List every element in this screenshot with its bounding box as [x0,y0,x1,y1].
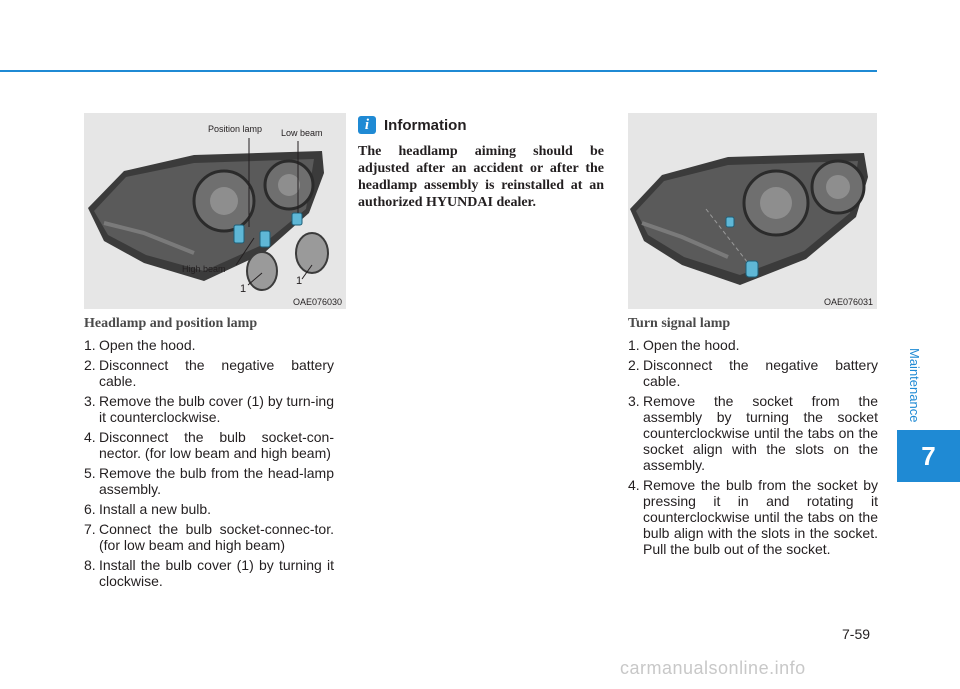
step-item: 2. Disconnect the negative battery cable. [628,357,878,389]
figure-code: OAE076030 [292,297,342,307]
figure-code: OAE076031 [823,297,873,307]
headlamp-steps [84,337,334,593]
label-high-beam: High beam [182,264,226,274]
step-item: 3. Remove the socket from the assembly by turning the socket counterclockwise until the tabs on the socket align with the slots on the assembly. [628,393,878,473]
page-number: 7-59 [842,626,871,642]
headlamp-illustration [84,113,346,309]
chapter-label: Maintenance [907,347,922,423]
step-item: 1. Open the hood. [628,337,740,353]
information-text: The headlamp aiming should be adjusted after an accident or after the headlamp assembly is reinstalled at an authorized HYUNDAI dealer. [358,144,604,210]
information-title: Information [384,116,467,134]
headlamp-figure [84,113,346,309]
callout-1a: 1 [240,283,247,295]
step-item: 5. Remove the bulb from the head-lamp assembly. [84,465,334,497]
turn-signal-section-title: Turn signal lamp [628,316,731,331]
step-item: 2. Disconnect the negative battery cable. [84,357,334,389]
step-item: 3. Remove the bulb cover (1) by turn-ing it counterclockwise. [84,393,334,425]
step-item: 4. Disconnect the bulb socket-con-nector. (for low beam and high beam) [84,429,334,461]
header-rule [0,70,877,72]
step-item: 1. Open the hood. [84,337,196,353]
step-item: 4. Remove the bulb from the socket by pressing it in and rotating it counterclockwise until the tabs on the bulb align with the slots in the socket. Pull the bulb out of the socket. [628,477,878,557]
turn-signal-illustration [628,113,877,309]
step-item: 6. Install a new bulb. [84,501,212,517]
step-item: 8. Install the bulb cover (1) by turning it clockwise. [84,557,334,589]
turn-signal-steps [628,337,878,561]
turn-signal-figure [628,113,877,309]
label-position-lamp: Position lamp [208,124,263,134]
chapter-number: 7 [897,430,960,482]
information-header [358,116,467,134]
callout-1b: 1 [296,275,303,287]
headlamp-section-title: Headlamp and position lamp [84,316,258,331]
info-icon: i [358,116,376,134]
step-item: 7. Connect the bulb socket-connec-tor. (for low beam and high beam) [84,521,334,553]
watermark: carmanualsonline.info [620,658,806,678]
label-low-beam: Low beam [281,128,323,138]
